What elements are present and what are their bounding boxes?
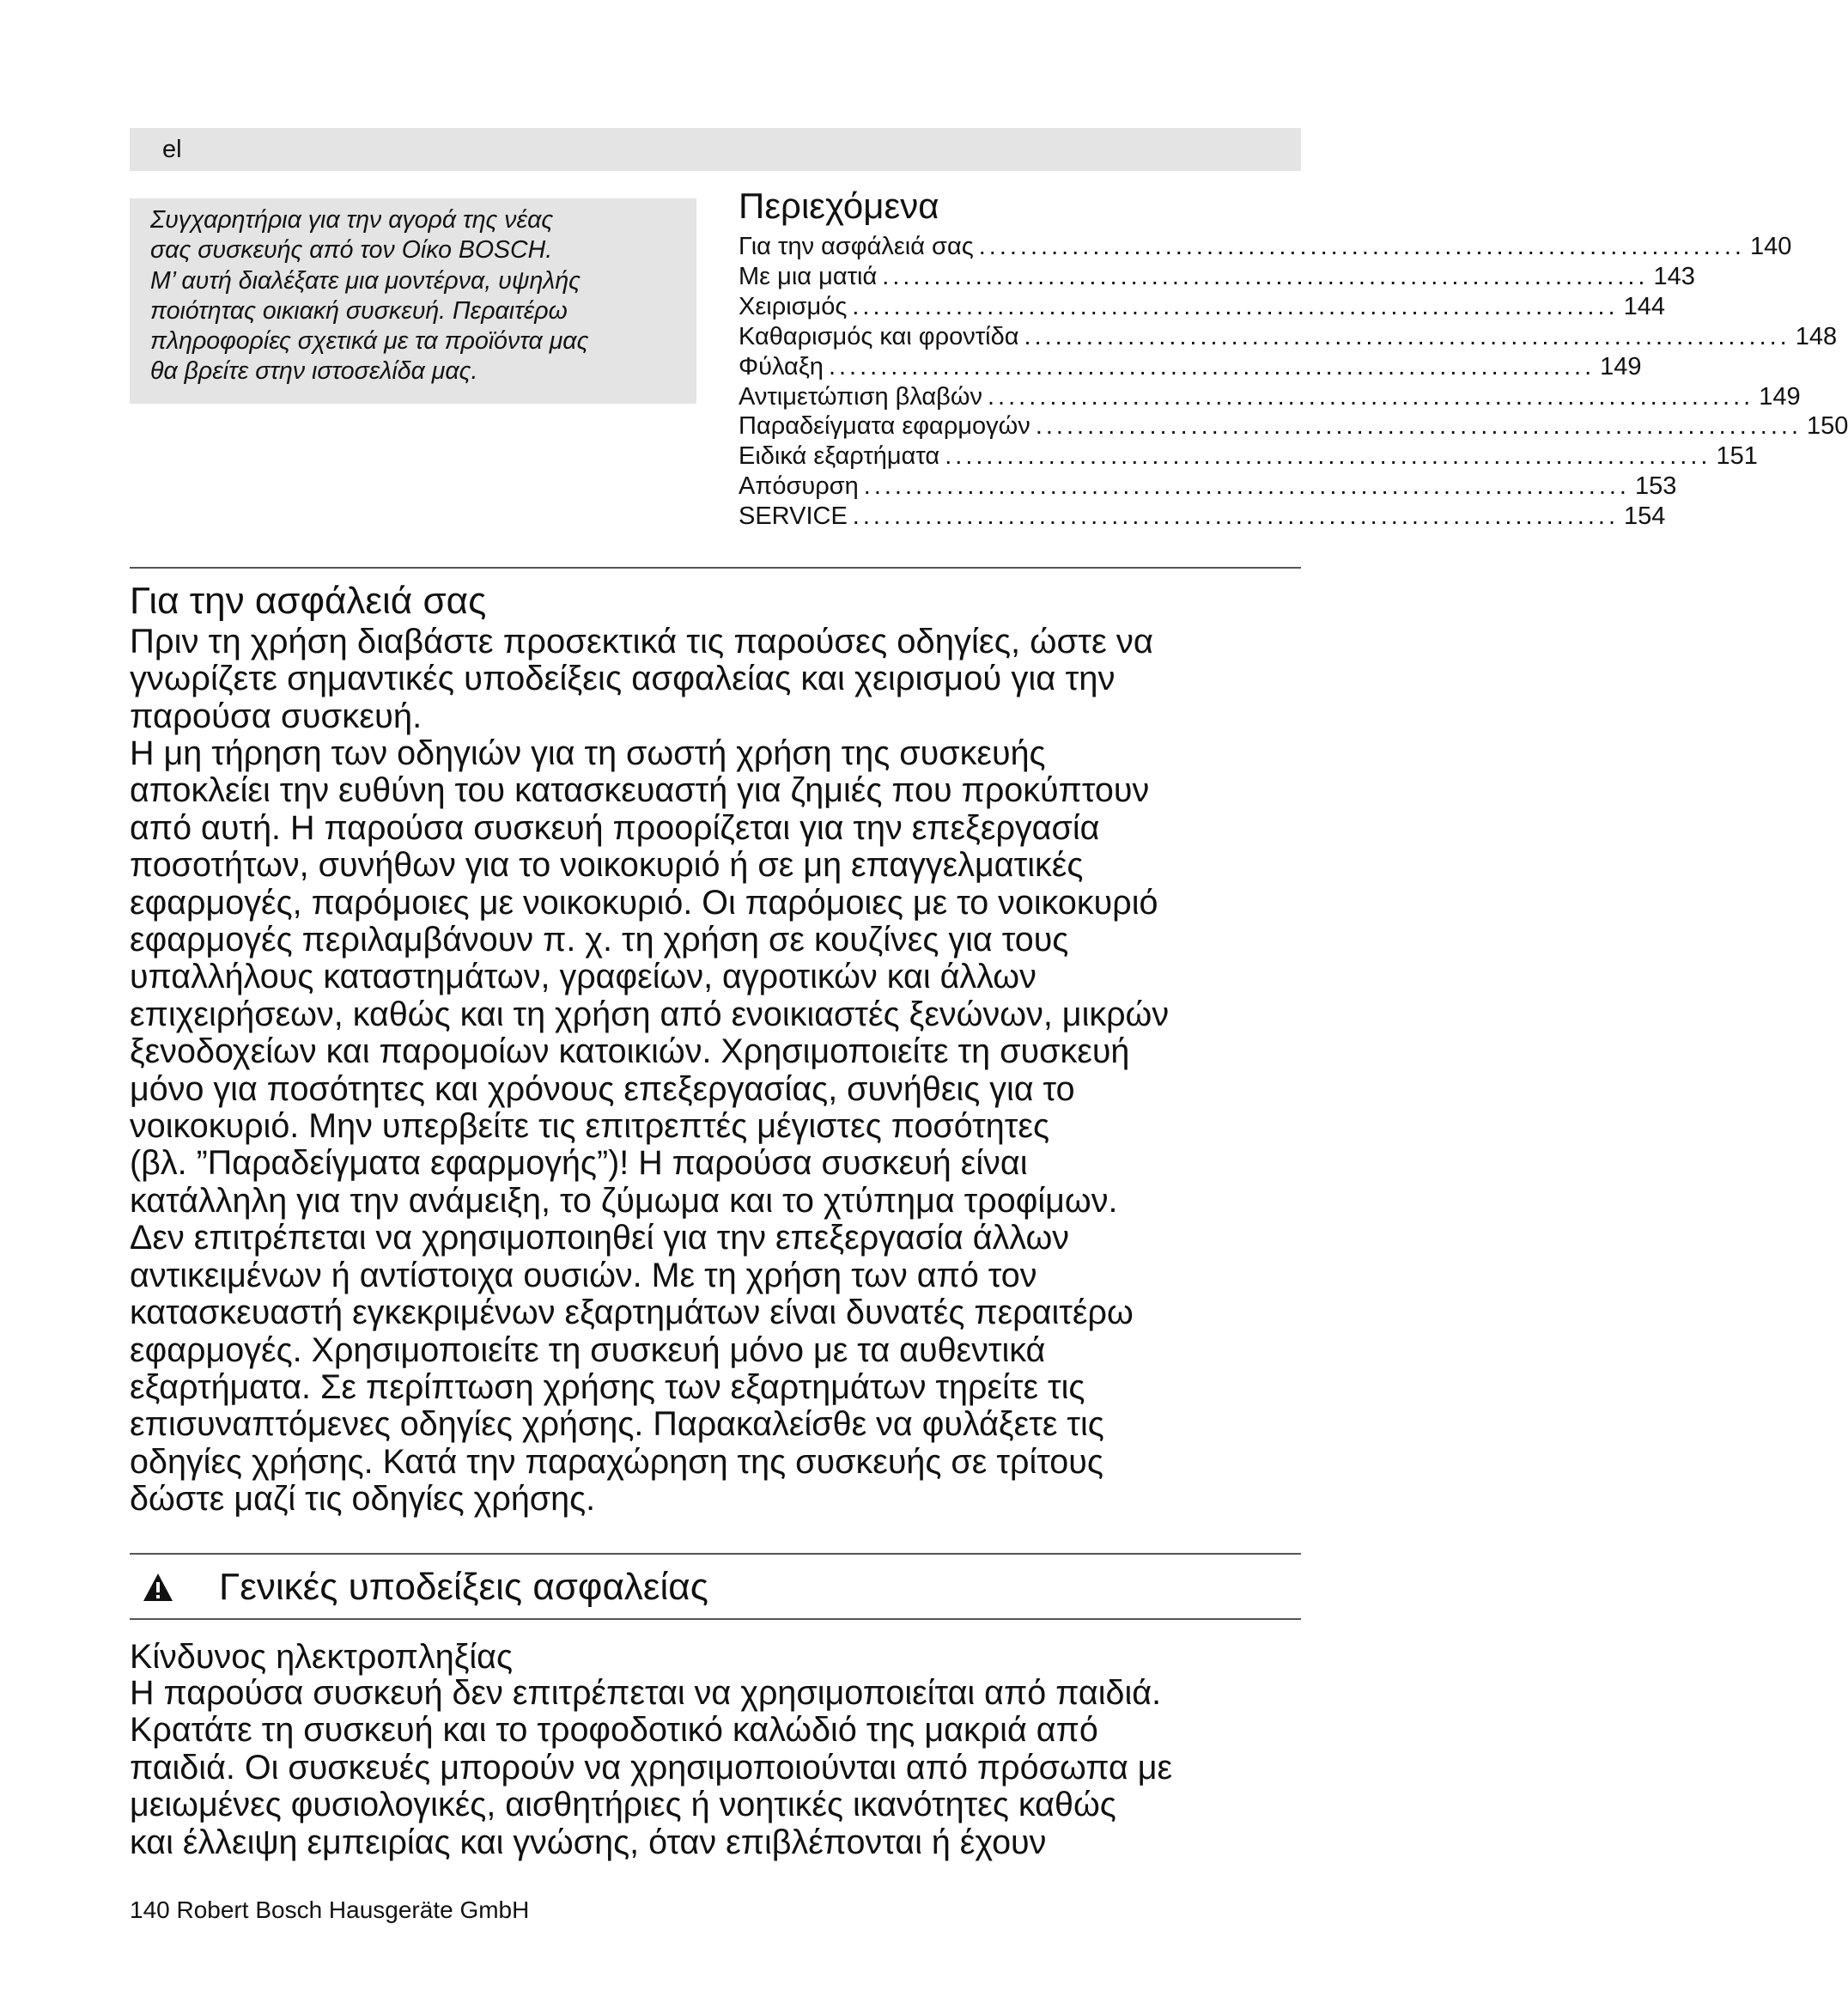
general-safety-heading: [130, 1562, 708, 1613]
toc-entry[interactable]: [739, 262, 1695, 292]
toc-leader-dots: ..........................................................................: [978, 233, 1745, 260]
toc-entry-label: Ειδικά εξαρτήματα: [739, 442, 940, 471]
body-line: παιδιά. Οι συσκευές μπορούν να χρησιμοποιούνται από πρόσωπα με: [130, 1748, 1173, 1787]
toc-entry-label: Παραδείγματα εφαρμογών: [739, 412, 1030, 441]
toc-entry[interactable]: [739, 352, 1642, 382]
body-line: Κρατάτε τη συσκευή και το τροφοδοτικό καλώδιό της μακριά από: [130, 1711, 1098, 1750]
intro-line: πληροφορίες σχετικά με τα προϊόντα μας: [150, 327, 589, 356]
language-header-bar: [130, 128, 1301, 171]
toc-entry[interactable]: [739, 411, 1848, 441]
warning-triangle-icon: [142, 1572, 174, 1603]
toc-leader-dots: ..........................................................................: [988, 382, 1754, 411]
toc-entry[interactable]: [739, 232, 1792, 262]
body-line: ποσοτήτων, συνήθων για το νοικοκυριό ή σε μη επαγγελματικές: [130, 846, 1084, 885]
toc-entry[interactable]: [739, 322, 1838, 352]
toc-leader-dots: ..........................................................................: [882, 262, 1649, 290]
toc-leader-dots: ..........................................................................: [945, 442, 1711, 471]
body-line: Δεν επιτρέπεται να χρησιμοποιηθεί για την επεξεργασία άλλων: [130, 1219, 1070, 1257]
toc-leader-dots: ..........................................................................: [863, 472, 1630, 501]
body-line: δώστε μαζί τις οδηγίες χρήσης.: [130, 1480, 596, 1519]
body-line: Η μη τήρηση των οδηγιών για τη σωστή χρήση της συσκευής: [130, 734, 1046, 772]
language-code: el: [162, 136, 182, 163]
intro-line: Συγχαρητήρια για την αγορά της νέας: [150, 206, 554, 234]
intro-line: θα βρείτε στην ιστοσελίδα μας.: [150, 357, 478, 386]
intro-line: ποιότητας οικιακή συσκευή. Περαιτέρω: [150, 296, 568, 325]
toc-entry-label: Φύλαξη: [739, 352, 824, 380]
lead-line: γνωρίζετε σημαντικές υποδείξεις ασφαλείας και χειρισμού για την: [130, 660, 1115, 698]
body-line: επιχειρήσεων, καθώς και τη χρήση από ενοικιαστές ξενώνων, μικρών: [130, 995, 1170, 1033]
toc-entry[interactable]: [739, 292, 1665, 322]
body-line: υπαλλήλους καταστημάτων, γραφείων, αγροτικών και άλλων: [130, 958, 1036, 996]
toc-entry-page: 151: [1716, 442, 1758, 471]
toc-entry-label: Καθαρισμός και φροντίδα: [739, 322, 1019, 350]
toc-entry[interactable]: [739, 472, 1677, 502]
toc-leader-dots: ..........................................................................: [1024, 322, 1790, 350]
toc-leader-dots: ..........................................................................: [852, 502, 1620, 531]
general-safety-paragraph: [130, 1675, 1315, 1861]
section-divider: [130, 567, 1301, 569]
body-line: από αυτή. Η παρούσα συσκευή προορίζεται για την επεξεργασία: [130, 808, 1100, 847]
lead-line: Πριν τη χρήση διαβάστε προσεκτικά τις παρούσες οδηγίες, ώστε να: [130, 623, 1154, 661]
toc-entry[interactable]: [739, 382, 1801, 412]
toc-leader-dots: ..........................................................................: [852, 292, 1619, 320]
body-line: επισυναπτόμενες οδηγίες χρήσης. Παρακαλείσθε να φυλάξετε τις: [130, 1405, 1104, 1444]
body-line: αποκλείει την ευθύνη του κατασκευαστή για ζημιές που προκύπτουν: [130, 771, 1150, 810]
toc-entry-label: Για την ασφάλειά σας: [739, 233, 974, 260]
safety-body-paragraph: [130, 735, 1315, 1519]
safety-lead-paragraph: [130, 624, 1315, 735]
body-line: νοικοκυριό. Μην υπερβείτε τις επιτρεπτές μέγιστες ποσότητες: [130, 1107, 1050, 1146]
toc-entry-page: 150: [1807, 412, 1848, 441]
intro-line: Μ’ αυτή διαλέξατε μια μοντέρνα, υψηλής: [150, 266, 581, 295]
toc-entry-page: 143: [1653, 262, 1695, 290]
body-line: εφαρμογές, παρόμοιες με νοικοκυριό. Οι παρόμοιες με το νοικοκυριό: [130, 883, 1158, 922]
page-footer: 140 Robert Bosch Hausgeräte GmbH: [130, 1896, 530, 1923]
body-line: κατάλληλη για την ανάμειξη, το ζύμωμα και το χτύπημα τροφίμων.: [130, 1181, 1118, 1220]
toc-entry-page: 149: [1759, 382, 1801, 411]
toc-entry-page: 148: [1795, 322, 1838, 350]
toc-entry-page: 140: [1749, 233, 1792, 260]
body-line: εξαρτήματα. Σε περίπτωση χρήσης των εξαρτημάτων τηρείτε τις: [130, 1367, 1085, 1406]
general-safety-title: Γενικές υποδείξεις ασφαλείας: [219, 1566, 708, 1608]
body-line: μόνο για ποσότητες και χρόνους επεξεργασίας, συνήθεις για το: [130, 1069, 1075, 1108]
toc-entry[interactable]: [739, 502, 1666, 532]
body-line: Η παρούσα συσκευή δεν επιτρέπεται να χρησιμοποιείται από παιδιά.: [130, 1674, 1162, 1712]
body-line: μειωμένες φυσιολογικές, αισθητήριες ή νοητικές ικανότητες καθώς: [130, 1786, 1116, 1824]
body-line: (βλ. ”Παραδείγματα εφαρμογής”)! Η παρούσα συσκευή είναι: [130, 1144, 1028, 1183]
toc-entry-label: Χειρισμός: [739, 292, 848, 320]
body-line: εφαρμογές περιλαμβάνουν π. χ. τη χρήση σε κουζίνες για τους: [130, 921, 1069, 959]
toc-leader-dots: ..........................................................................: [828, 352, 1596, 380]
electric-shock-subtitle: Κίνδυνος ηλεκτροπληξίας: [130, 1638, 514, 1676]
lead-line: παρούσα συσκευή.: [130, 697, 422, 735]
intro-box: [130, 198, 696, 404]
safety-section-title: Για την ασφάλειά σας: [130, 580, 487, 622]
toc-entry-label: Απόσυρση: [739, 472, 859, 501]
toc-entry-page: 149: [1600, 352, 1642, 380]
table-of-contents: [739, 184, 1848, 532]
intro-line: σας συσκευής από τον Οίκο BOSCH.: [150, 236, 553, 265]
body-line: εφαρμογές. Χρησιμοποιείτε τη συσκευή μόνο με τα αυθεντικά: [130, 1330, 1046, 1369]
section-divider: [130, 1618, 1301, 1620]
toc-entry-label: Με μια ματιά: [739, 262, 878, 290]
toc-leader-dots: ..........................................................................: [1035, 412, 1802, 441]
body-line: ξενοδοχείων και παρομοίων κατοικιών. Χρησιμοποιείτε τη συσκευή: [130, 1032, 1130, 1071]
toc-entry-page: 154: [1624, 502, 1666, 531]
toc-entry-page: 153: [1635, 472, 1677, 501]
toc-title: Περιεχόμενα: [739, 186, 939, 226]
toc-entry-page: 144: [1623, 292, 1665, 320]
body-line: κατασκευαστή εγκεκριμένων εξαρτημάτων είναι δυνατές περαιτέρω: [130, 1294, 1134, 1332]
toc-entry-label: SERVICE: [739, 502, 848, 531]
toc-entry[interactable]: [739, 441, 1758, 472]
toc-entry-label: Αντιμετώπιση βλαβών: [739, 382, 982, 411]
body-line: και έλλειψη εμπειρίας και γνώσης, όταν επιβλέπονται ή έχουν: [130, 1823, 1047, 1861]
body-line: οδηγίες χρήσης. Κατά την παραχώρηση της συσκευής σε τρίτους: [130, 1442, 1103, 1481]
body-line: αντικειμένων ή αντίστοιχα ουσιών. Με τη χρήση των από τον: [130, 1256, 1037, 1294]
section-divider: [130, 1553, 1301, 1555]
